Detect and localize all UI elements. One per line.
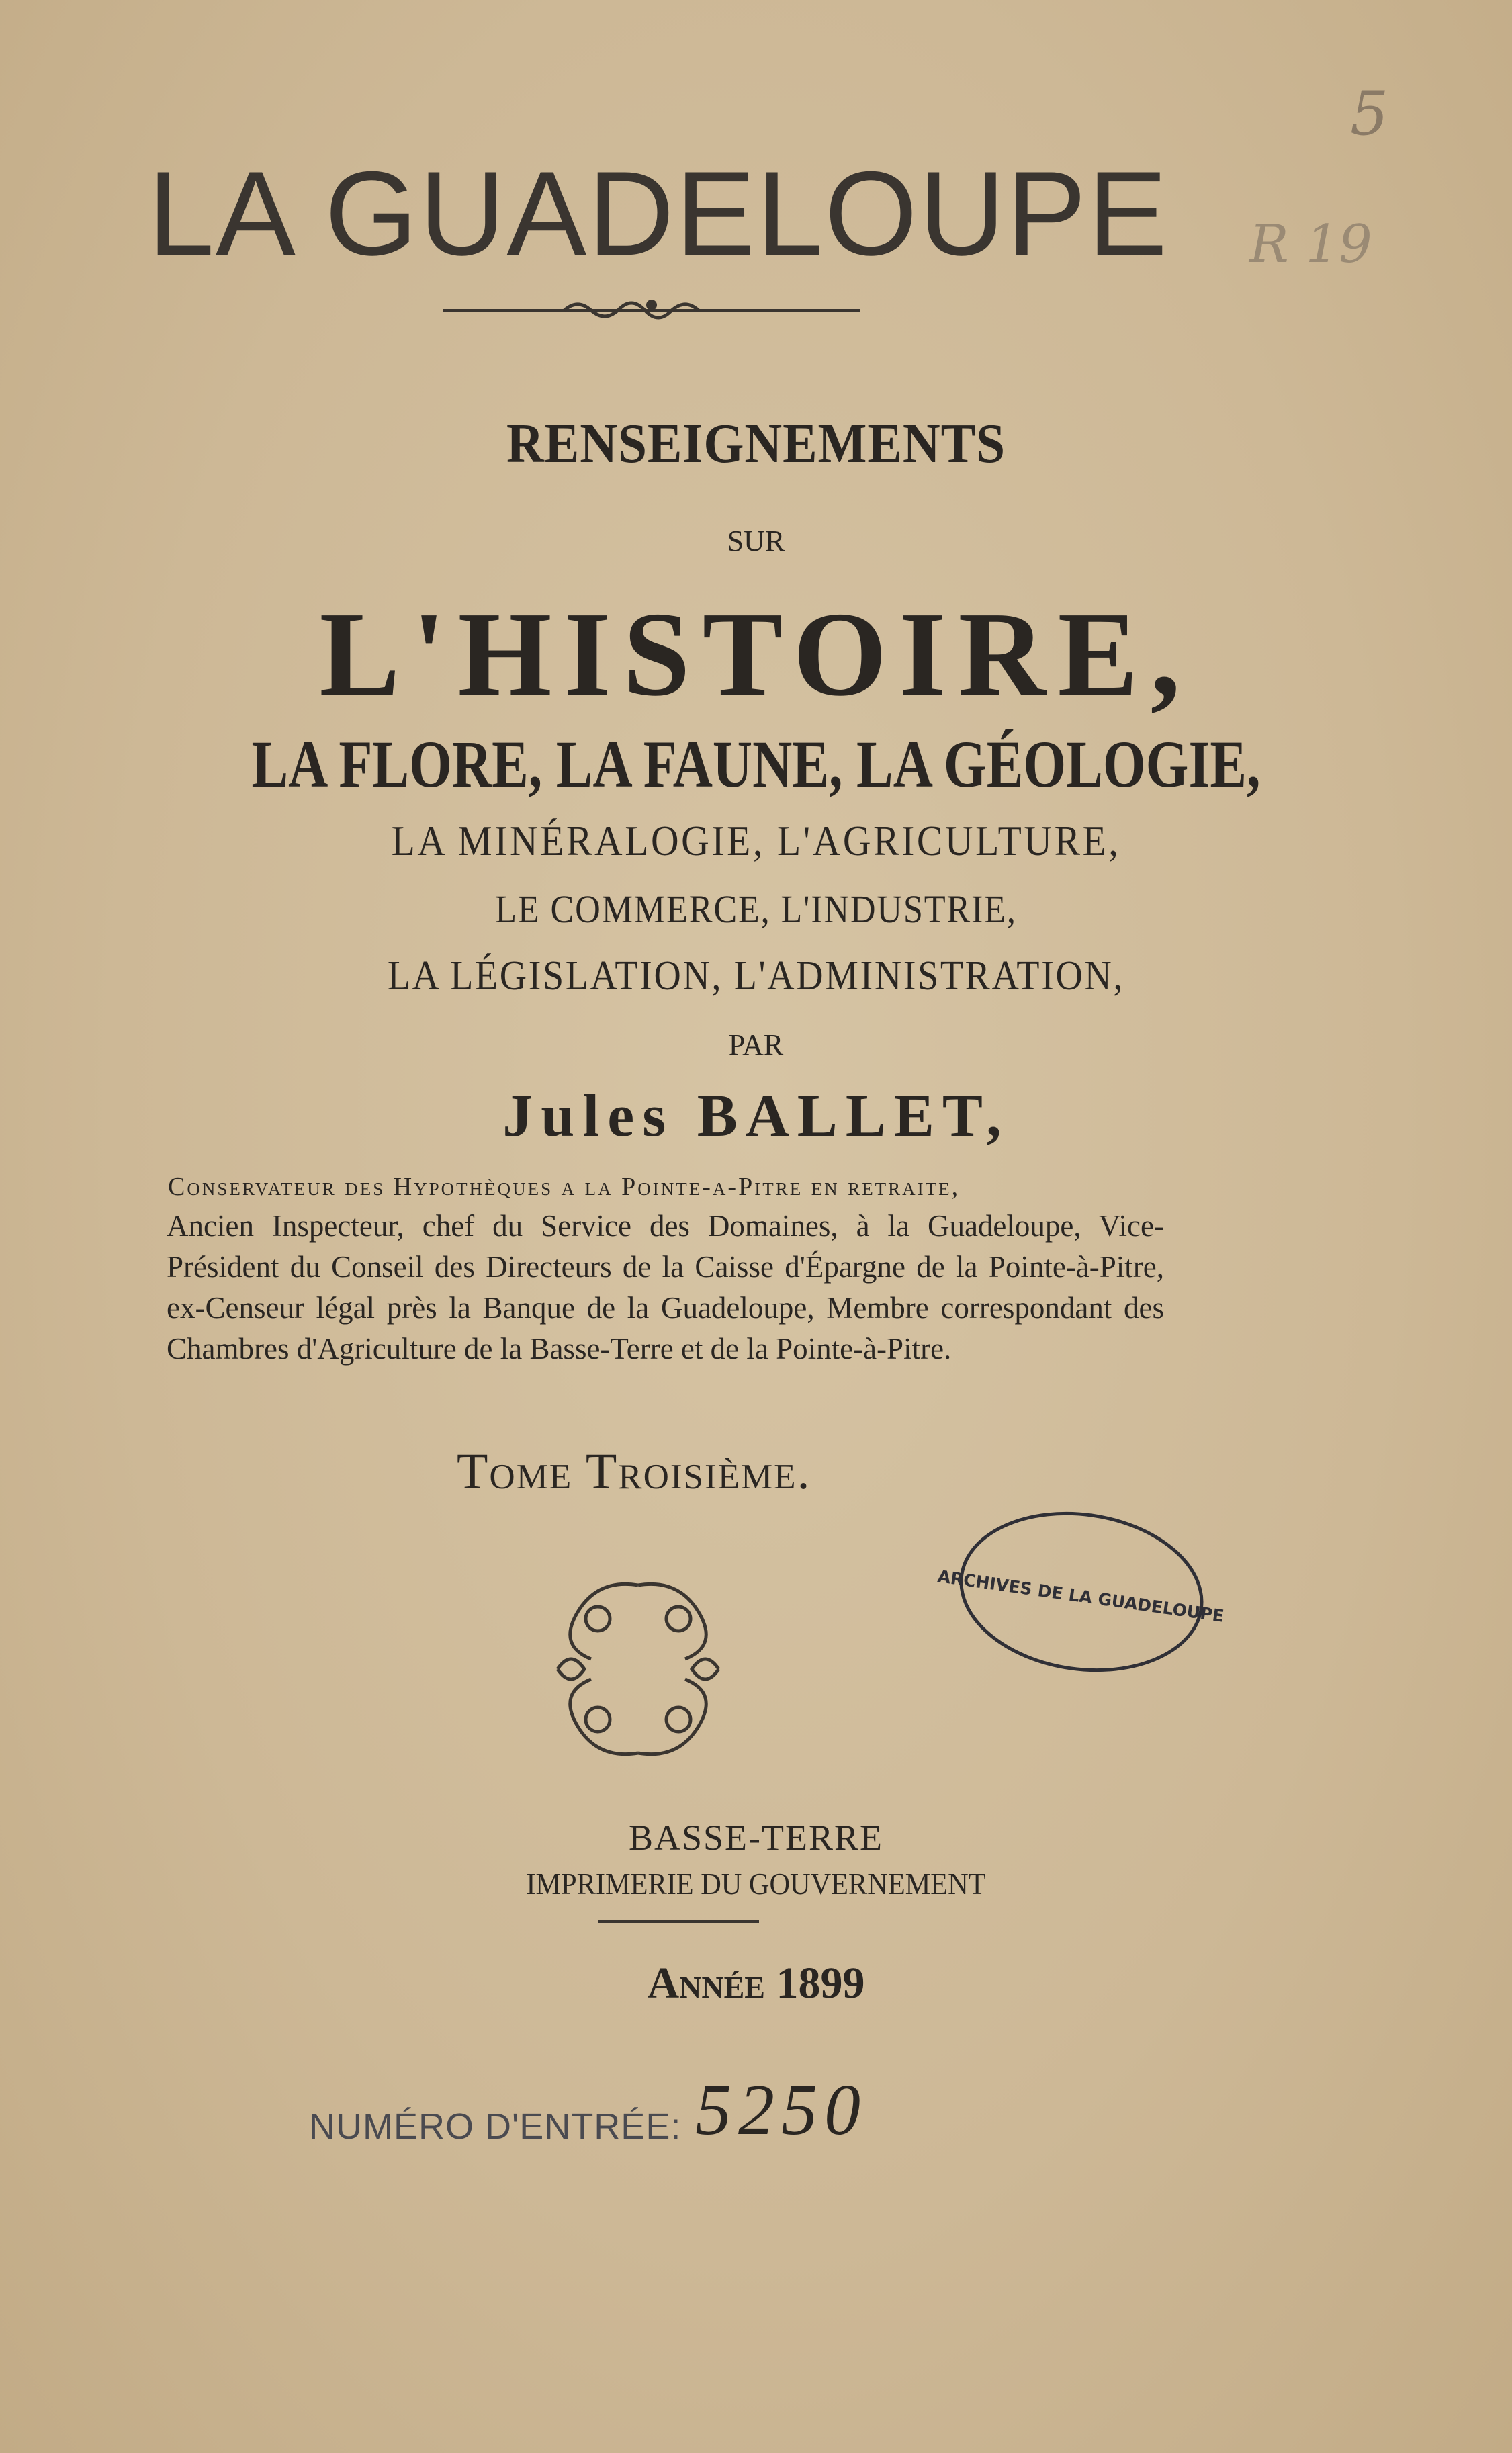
- title-line-2: LA MINÉRALOGIE, L'AGRICULTURE,: [391, 817, 1121, 864]
- imprint-year: Année 1899: [647, 1959, 865, 2008]
- entry-number-handwritten: 5250: [695, 2070, 867, 2150]
- author-name: Jules BALLET,: [502, 1083, 1010, 1149]
- stamp-text: ARCHIVES DE LA GUADELOUPE: [936, 1566, 1226, 1626]
- archives-stamp: [936, 1505, 1226, 1679]
- corner-note-number: 5: [1350, 79, 1389, 149]
- preposition-sur: SUR: [727, 525, 785, 558]
- imprint-printer: IMPRIMERIE DU GOUVERNEMENT: [526, 1867, 986, 1901]
- author-bio: Ancien Inspecteur, chef du Service des Domaines, à la Guadeloupe, Vice-Président du Conseil des Directeurs de la Caisse d'Épargne de la Pointe-à-Pitre, ex-Censeur légal près la Banque de la Guadeloupe, Membre correspondant des Chambres d'Agriculture de la Basse-Terre et de la Pointe-à-Pitre.: [167, 1209, 1164, 1366]
- title-line-3: LE COMMERCE, L'INDUSTRIE,: [495, 887, 1017, 931]
- author-role: Conservateur des Hypothèques a la Pointe-a-Pitre en retraite,: [168, 1173, 961, 1201]
- corner-note-shelfmark: R 19: [1249, 214, 1372, 275]
- imprint-divider: [598, 1920, 759, 1923]
- main-title: L'HISTOIRE,: [319, 587, 1193, 721]
- handwritten-corner-note: [1249, 40, 1424, 289]
- floral-vignette: [544, 1572, 732, 1767]
- subtitle: RENSEIGNEMENTS: [506, 412, 1006, 475]
- title-line-4: LA LÉGISLATION, L'ADMINISTRATION,: [387, 953, 1125, 999]
- imprint-place: BASSE-TERRE: [628, 1818, 884, 1858]
- title-line-1: LA FLORE, LA FAUNE, LA GÉOLOGIE,: [251, 727, 1261, 801]
- top-ornament-divider: [443, 289, 860, 329]
- preposition-par: PAR: [728, 1028, 784, 1061]
- volume-label: Tome Troisième.: [457, 1443, 811, 1500]
- header-title: LA GUADELOUPE: [148, 146, 1169, 280]
- entry-number-label: NUMÉRO D'ENTRÉE:: [309, 2106, 682, 2147]
